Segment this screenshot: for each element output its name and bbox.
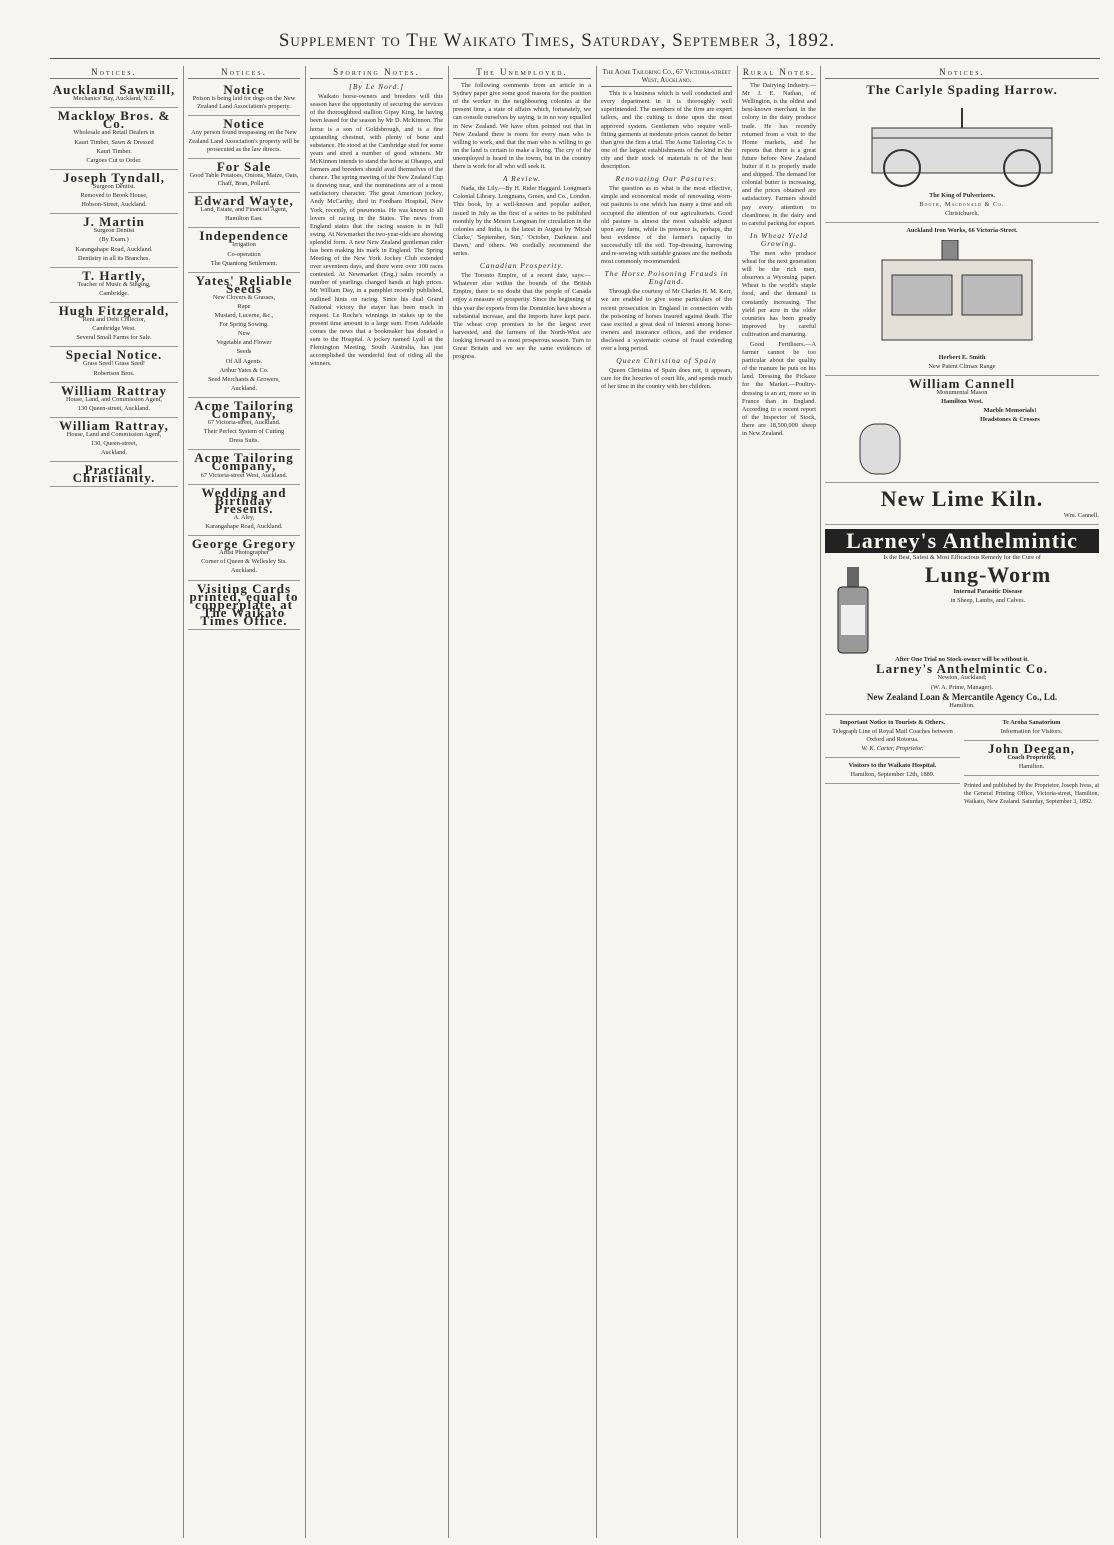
ad-line: For Spring Sowing.: [219, 321, 269, 329]
ad-line: Hobson-Street, Auckland.: [81, 201, 147, 209]
ad-line: Surgeon Dentist.: [92, 182, 136, 190]
ad-line: 67 Victoria-street West, Auckland.: [200, 471, 288, 479]
masthead: Supplement to The Waikato Times, Saturday, September 3, 1892.: [278, 30, 836, 51]
ad-title: Notice: [223, 82, 265, 98]
section-subheading: Queen Christina of Spain: [616, 356, 717, 366]
ad-title: T. Hartly,: [82, 267, 146, 283]
ad-line: Important Notice to Tourists & Others.: [839, 718, 946, 726]
ad-line: Internal Parasitic Disease: [953, 588, 1023, 596]
ad-line: Christchurch.: [944, 210, 980, 218]
ad-line: Rent and Debt Collector,: [82, 316, 146, 324]
headstone-illustration: [845, 409, 915, 479]
ad-line: (By Exam.): [99, 236, 129, 244]
ad-block: [188, 485, 300, 536]
ad-line: Artist Photographer: [219, 549, 269, 557]
ad-title: Hugh Fitzgerald,: [58, 302, 170, 318]
ad-line: Coach Proprietor,: [1007, 754, 1056, 762]
wheat-body: The men who produce wheat for the next generation will be the rich men, observes a Wyoming paper. Wheat is the world's staple food, and the demand is constantly increasing. The yield per acre in the older countries has been greatly improved by careful cultivation and manuring.: [742, 249, 816, 338]
frauds-body: Through the courtesy of Mr Charles H. M. Kerr, we are enabled to give some particulars of the recent prosecution in England in connection with the poisoning of horses insured against death. The case excited a great deal of interest among horse-owners and insurance offices, and the evidence disclosed a systematic course of fraud extending over a long period.: [601, 288, 732, 352]
article-body: The Dairying Industry.—Mr J. E. Nathan, of Wellington, is the oldest and best-known merchant in the colony in the dairy produce trade. He has recently returned from a visit to the Home markets, and he reports that there is a great future before New Zealand butter if it is properly made and shipped. The demand for colonial butter is increasing, and the prices obtained are satisfactory. Farmers should pay every attention to cleanliness in the dairy and to careful packing for export.: [742, 82, 816, 227]
ad-block: [188, 581, 300, 630]
column-divider: [820, 66, 821, 1538]
bottom-ads: [825, 715, 1099, 813]
ad-line: Karangahape Road, Auckland.: [205, 523, 283, 531]
ad-block: [50, 170, 178, 214]
ad-line: New: [238, 330, 250, 338]
harrow-illustration: [862, 98, 1062, 188]
ad-block: [188, 116, 300, 158]
ad-line: Wholesale and Retail Dealers in: [73, 129, 155, 137]
ad-block: [188, 398, 300, 450]
ad-line: Arthur Yates & Co.: [219, 366, 269, 374]
section-subheading: A Review.: [502, 174, 542, 184]
ad-title: William Cannell: [908, 375, 1016, 391]
ad-block: [188, 82, 300, 116]
ad-line: Any person found trespassing on the New Zealand Land Association's property will be prosecuted as the law directs.: [188, 129, 300, 153]
ad-line: Marble Memorials!: [983, 407, 1037, 415]
ad-coaches: [825, 715, 960, 813]
column-unemployed: [453, 68, 591, 1538]
column-heading: Rural Notes.: [742, 68, 816, 79]
ad-line: Lung-Worm: [924, 562, 1052, 588]
ad-iron-works: [825, 223, 1099, 375]
ad-line: Is the Best, Safest & Most Efficacious Remedy for the Cure of: [883, 554, 1041, 562]
ad-line: Cambridge.: [99, 289, 129, 297]
ad-title: Wedding and Birthday Presents.: [201, 484, 287, 516]
ad-title: Macklow Bros. & Co.: [57, 108, 171, 132]
ad-line: Information for Visitors.: [1000, 727, 1063, 735]
ad-line: Good Table Potatoes, Onions, Maize, Oats, Chaff, Bran, Pollard.: [189, 171, 299, 187]
ad-deegan: [964, 741, 1099, 776]
ad-line: Headstones & Crosses: [980, 416, 1040, 424]
ad-line: Dentistry in all its Branches.: [78, 254, 150, 262]
ad-line: (W. A. Prime, Manager).: [930, 683, 994, 691]
ad-block: [50, 214, 178, 267]
ad-line: Poison is being laid for dogs on the New Zealand Land Association's property.: [192, 95, 296, 111]
ad-block: [188, 536, 300, 580]
ad-line: Rape: [237, 302, 251, 310]
ad-line: Of All Agents.: [225, 357, 263, 365]
ad-title: Notice: [223, 116, 265, 132]
canada-body: The Toronto Empire, of a recent date, says:—Whatever else within the bounds of the British Empire, there is no doubt that the people of Canada enjoy a measure of prosperity. Since the beginning of this year the exports from the Dominion have shown a substantial increase, and the imports have kept pace. The wheat crop promises to be the largest ever harvested, and the farmers of the North-West are looking forward to a most prosperous season. Turn to Great Britain and we see the same evidences of progress.: [453, 272, 591, 361]
ad-line: Hamilton West.: [941, 397, 983, 405]
section-subheading: The Horse Poisoning Frauds in England.: [604, 269, 729, 287]
column-divider: [183, 66, 184, 1538]
ad-line: in Sheep, Lambs, and Calves.: [950, 597, 1026, 605]
ad-line: Seed Merchants & Growers,: [208, 375, 280, 383]
column-notices-1: [50, 68, 178, 1538]
column-heading: Notices.: [50, 68, 178, 79]
ad-block: [50, 303, 178, 347]
review-body: Nada, the Lily.—By H. Rider Haggard. Longman's Colonial Library. Longmans, Green, and Co., London. This book, by a well-known and popular author, issued in July as the first of a series to be published monthly by the Messrs Longman for circulation in the colonies and India, is the latest in August by 'Micah Clarke,' 'September, Sun,' 'October, Darkness and Dawn,' and others. We cordially recommend the series.: [453, 185, 591, 257]
ad-title: Acme Tailoring Company,: [194, 450, 294, 474]
ad-line: Dress Suits.: [228, 437, 260, 445]
ad-block: [50, 347, 178, 382]
ad-line: Land, Estate, and Financial Agent,: [200, 206, 288, 214]
ad-line: Telegraph Line of Royal Mail Coaches between Oxford and Rotorua.: [832, 727, 953, 743]
column-divider: [305, 66, 306, 1538]
column-divider: [448, 66, 449, 1538]
ad-title: Acme Tailoring Company,: [194, 397, 294, 421]
ad-line: Grass Seed! Grass Seed!: [82, 360, 146, 368]
pastures-body: The question as to what is the most effective, simple and economical mode of renovating worn-out pastures is one which has many a time and oft occupied the attention of our agriculturists. Good old pasture is almost the most valuable adjunct upon any farm, while its presence is, perhaps, the best evidence of the farmer's capacity to successfully till the soil. Top-dressing, harrowing and re-sowing with suitable grasses are the methods most commonly recommended.: [601, 185, 732, 266]
ad-sanatorium: [964, 715, 1099, 813]
ad-title: Special Notice.: [65, 347, 163, 363]
column-sporting-notes: [310, 68, 443, 1538]
ad-line: Monumental Mason: [936, 388, 988, 396]
article-body: This is a business which is well conducted and every department in it is thoroughly well superintended. The members of the firm are expert tailors, and the cutting is done upon the most approved system. Gentlemen who require well-fitting garments at moderate prices cannot do better than give the firm a trial. The Acme Tailoring Co. is one of the largest establishments of the kind in the city and their stock of materials is of the best description.: [601, 90, 732, 171]
ad-line: Larney's Anthelmintic Co.: [876, 661, 1048, 677]
column-divider: [596, 66, 597, 1538]
ad-title: For Sale: [216, 158, 272, 174]
ad-block: [50, 462, 178, 487]
ad-title: Independence: [199, 228, 289, 244]
ad-block: [50, 418, 178, 462]
article-body: The following comments from an article in a Sydney paper give some good reasons for the position of the worker in the neighbouring colonies at the present time, a state of affairs which, fortunately, we can console ourselves by saying, is in no way equalled in New Zealand. We have often pointed out that in New Zealand there is room for every man who is willing to work, and that the man who is willing to go on the land is certain to make a living. The cry of the unemployed is heard in the towns, but in the country there is work for all who will seek it.: [453, 82, 591, 171]
column-rural-notes: [742, 68, 816, 1538]
ad-block: [50, 108, 178, 170]
ad-block: [50, 383, 178, 418]
article-body: Waikato horse-owners and breeders will this season have the opportunity of securing the services of the thoroughbred stallion Gipsy King, he having been leased for the season by Mr D. McKinnon. The horse is a son of Goldsbrough, and is a fine upstanding chestnut, with plenty of bone and substance. He stood at the Cambridge stud for some years and sired a number of good winners. Mr McKinnon intends to stand the horse at Ohaupo, and farmers and breeders should avail themselves of the chance. The spring meeting of the New Zealand Cup is drawing near, and the nominations are of a most satisfactory character. The great American jockey, Andy McCarthy, died in Fordham Hospital, New York, recently, of pneumonia. He was known to all lovers of racing in the States. The news from England states that the racing season is in full swing. At Newmarket the two-year-olds are showing splendid form. A new New Zealand gentleman rider has been making his mark in England. The Spring Meeting of the New York Jockey Club extended over seventeen days, and there were over 100 races contested. At Newmarket (Eng.) sales recently a number of yearlings changed hands at high prices. Mr William Day, in a pamphlet recently published, outlined hints on racing. Since his dual Grand National victory the stayer has been much in request. Le Roche's winnings in stakes up to the present time amount to a large sum. From Adelaide comes the news that a bookmaker has donated a sum to the Hospital. A jockey named Lyall at the Flemington Meeting, South Australia, has just accomplished the wonderful feat of riding all the winners.: [310, 93, 443, 368]
ad-title: William Rattray: [60, 382, 168, 398]
ad-line: Hamilton, September 12th, 1889.: [850, 771, 935, 779]
ad-line: Booth, Macdonald & Co.: [919, 201, 1005, 209]
ad-line: House, Land and Commission Agent,: [66, 431, 162, 438]
ad-line: Vegetable and Flower: [216, 339, 272, 347]
sheep-body: Good Fertilisers.—A farmer cannot be too particular about the quality of the manure he puts on his land. Dressing the Pickaxe for the Market.—Poultry-dressing is an art, more so in France than in England. According to a recent report of the Inspector of Stock, there are 18,500,000 sheep in New Zealand.: [742, 341, 816, 438]
ad-line: Kauri Timber.: [96, 147, 132, 155]
ad-line: New Zealand Loan & Mercantile Agency Co., Ld.: [866, 691, 1058, 702]
ad-title: George Gregory: [191, 536, 297, 552]
ad-hospital: [825, 758, 960, 784]
ad-block: [188, 450, 300, 484]
ad-title: Auckland Iron Works, 66 Victoria-Street.: [906, 227, 1018, 235]
ad-line: Karangahape Road, Auckland.: [75, 245, 153, 253]
bottle-illustration: [833, 565, 873, 655]
ad-line: Teacher of Music & Singing,: [77, 280, 151, 288]
ad-line: John Deegan,: [987, 740, 1076, 756]
ad-line: Mustard, Lucerne, &c.,: [214, 312, 274, 320]
ad-list: [50, 82, 178, 487]
ad-line: Kauri Timber, Sawn & Dressed: [74, 138, 154, 146]
ad-line: New Patent Climax Range: [928, 362, 996, 370]
column-heading: Sporting Notes.: [310, 68, 443, 79]
ad-line: Wm. Cannell.: [1063, 512, 1099, 520]
ad-carlyle-harrow: [825, 82, 1099, 223]
range-illustration: [862, 240, 1062, 350]
ad-line: Herbert E. Smith: [938, 353, 986, 361]
ad-cannell: [825, 376, 1099, 483]
column-acme-tailoring: [601, 68, 732, 1538]
ad-block: [50, 82, 178, 108]
ad-line: Surgeon Dentist: [93, 227, 135, 235]
ad-tourist-notice: [825, 715, 960, 758]
ad-title: Visiting Cards printed, equal to copperplate, at The Waikato Times Office.: [189, 580, 299, 628]
ad-block: [188, 228, 300, 272]
ad-line: Auckland.: [100, 449, 128, 457]
ad-te-aroha: [964, 715, 1099, 741]
ad-line: 130 Queen-street, Auckland.: [77, 404, 151, 412]
column-heading: The Unemployed.: [453, 68, 591, 79]
masthead-rule: [50, 58, 1100, 59]
ad-line: 130, Queen-street,: [90, 440, 138, 448]
ad-title: Auckland Sawmill,: [52, 82, 176, 98]
ad-line: W. K. Carter, Proprietor.: [861, 745, 924, 753]
ad-line: Cambridge West.: [92, 325, 136, 333]
column-notices-3: [825, 68, 1099, 1538]
ad-block: [50, 268, 178, 303]
ad-line: Newton, Auckland;: [937, 674, 987, 682]
column-heading: Notices.: [188, 68, 300, 79]
ad-title: Larney's Anthelmintic: [825, 529, 1099, 553]
ad-line: Cargoes Cut to Order.: [86, 156, 142, 164]
ad-line: Robertson Bros.: [93, 369, 135, 377]
byline: [By Le Nord.]: [348, 82, 404, 92]
ad-title: The Carlyle Spading Harrow.: [866, 82, 1058, 98]
ad-line: Te Aroha Sanatorium: [1002, 718, 1061, 726]
ad-larney: [825, 525, 1099, 715]
ad-line: A. Aley,: [233, 513, 255, 521]
ad-line: Hamilton East.: [225, 215, 263, 223]
ad-title: William Rattray,: [59, 417, 169, 433]
ad-line: The King of Pulverizers.: [929, 192, 995, 200]
ad-line: New Clovers & Grasses,: [212, 293, 276, 301]
printer-footer: Printed and published by the Proprietor, Joseph Ivess, at the General Printing Office, Victoria-street, Hamilton, Waikato, New Zealand. Saturday, September 3, 1892.: [964, 783, 1099, 806]
ad-title: Yates' Reliable Seeds: [195, 272, 293, 296]
ad-line: Hamilton.: [949, 701, 975, 709]
ad-line: Co-operation: [227, 250, 261, 258]
ad-line: 67 Victoria-street, Auckland.: [207, 419, 281, 427]
ad-line: Mechanics' Bay, Auckland, N.Z.: [73, 95, 155, 103]
ad-line: Several Small Farms for Sale.: [76, 334, 152, 342]
ad-title: Practical Christianity.: [72, 462, 156, 486]
ad-line: The Quantong Settlement.: [210, 259, 278, 267]
section-subheading: Renovating Our Pastures.: [615, 174, 718, 184]
ad-line: House, Land, and Commission Agent,: [65, 395, 163, 403]
column-notices-2: [188, 68, 300, 1538]
section-subheading: Canadian Prosperity.: [479, 261, 565, 271]
ad-line: Visitors to the Waikato Hospital.: [848, 762, 937, 770]
section-subheading: In Wheat Yield Growing.: [749, 230, 809, 248]
ad-line: After One Trial no Stock-owner will be without it.: [895, 656, 1029, 664]
ad-block: [188, 273, 300, 398]
column-heading: The Acme Tailoring Co., 67 Victoria-street West, Auckland.: [601, 68, 732, 87]
ad-title: New Lime Kiln.: [880, 486, 1044, 512]
ad-title: Joseph Tyndall,: [63, 169, 165, 185]
christina-body: Queen Christina of Spain does not, it appears, care for the luxuries of court life, and spends much of her time in the country with her children.: [601, 367, 732, 391]
ad-title: J. Martin: [83, 214, 145, 230]
ad-block: [188, 159, 300, 193]
column-divider: [737, 66, 738, 1538]
column-heading: Notices.: [825, 68, 1099, 79]
ad-line: Auckland.: [230, 384, 258, 392]
ad-line: Removed to Brook House,: [80, 192, 148, 200]
ad-list: [188, 82, 300, 630]
ad-line: Their Perfect System of Cutting: [203, 428, 285, 436]
ad-line: Corner of Queen & Wellesley Sts.: [201, 558, 287, 566]
ad-title: Edward Wayte,: [194, 193, 294, 209]
ad-line: Irrigation: [232, 241, 256, 249]
ad-block: [188, 193, 300, 228]
ad-line: Seeds: [236, 348, 252, 356]
ad-line: Auckland.: [230, 567, 258, 575]
ad-line: Hamilton.: [1018, 763, 1045, 771]
ad-lime-kiln: [825, 483, 1099, 525]
